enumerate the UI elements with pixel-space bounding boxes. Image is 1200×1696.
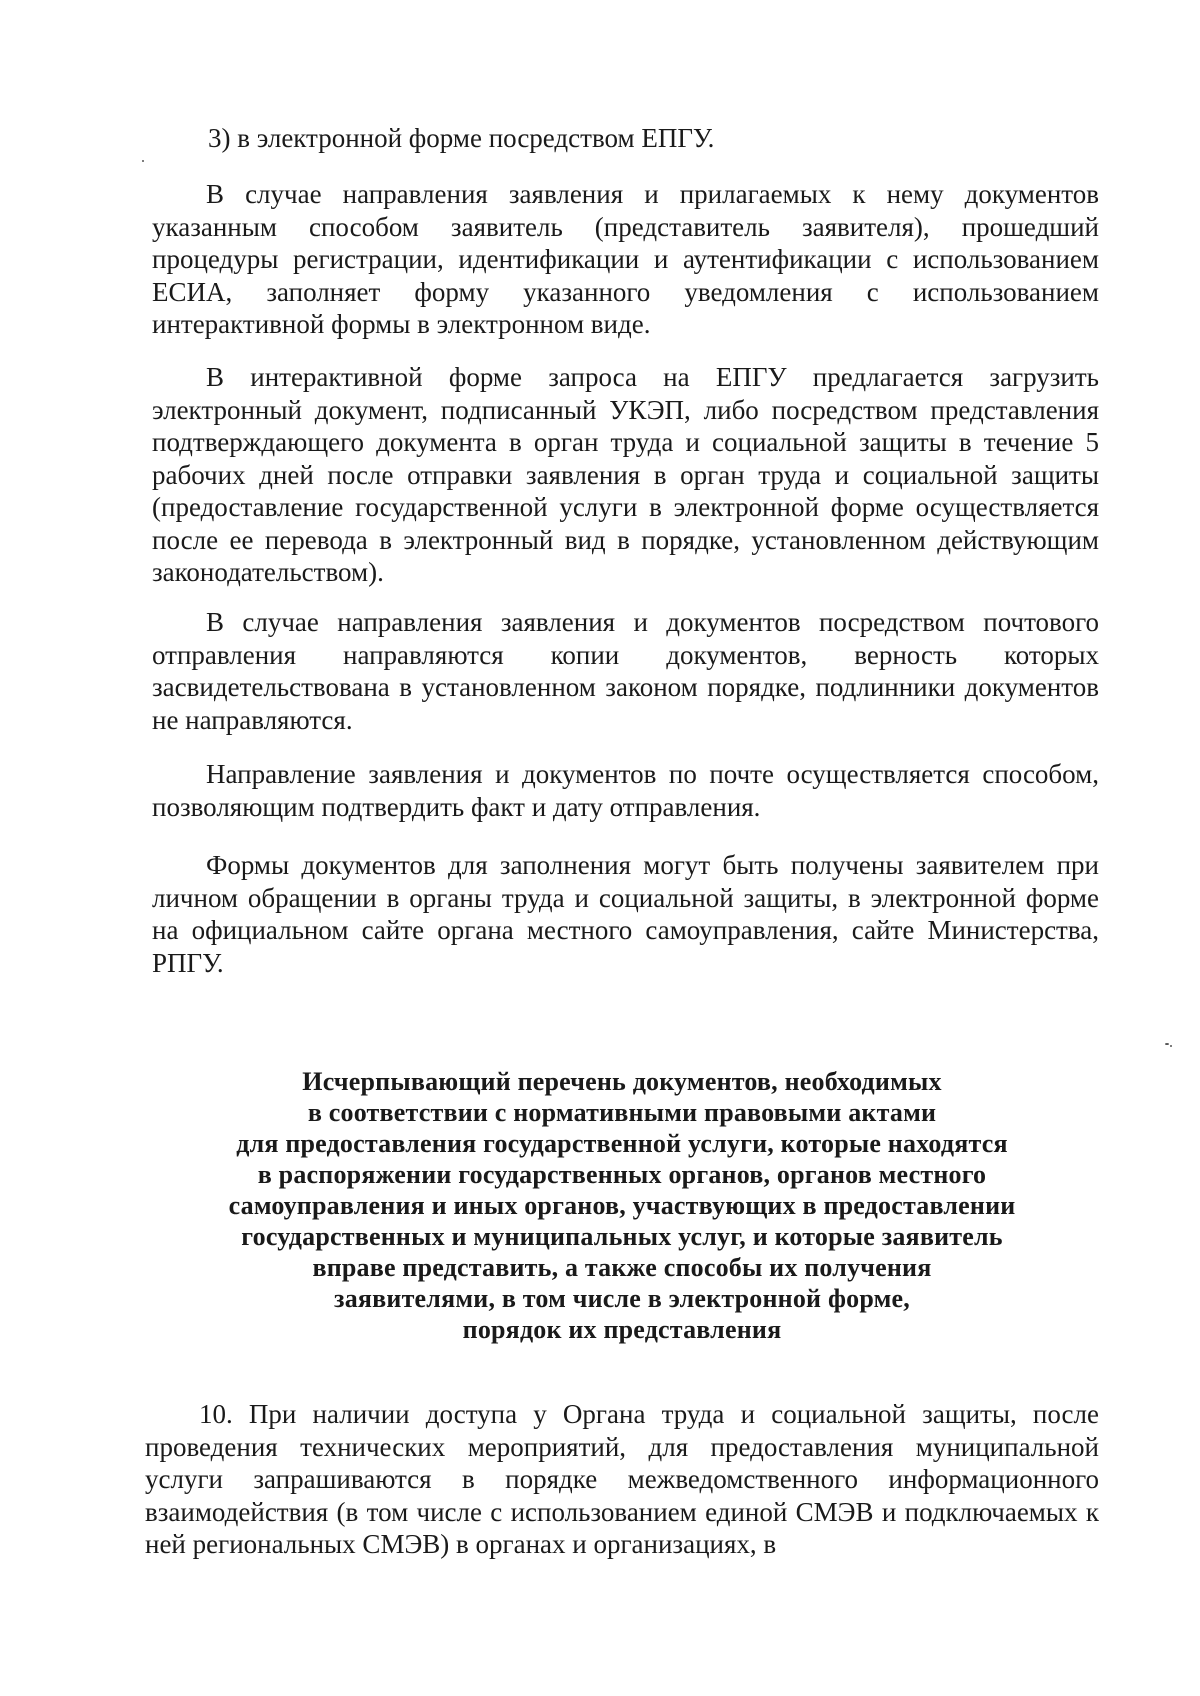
paragraph-postal-confirm: Направление заявления и документов по почте осуществляется способом, позволяющим подтвердить факт и дату отправления.: [152, 759, 1099, 822]
paragraph-postal: В случае направления заявления и документов посредством почтового отправления направляются копии документов, верность которых засвидетельствована в установленном законом порядке, подлинники документов не направляются.: [152, 607, 1099, 735]
section-heading-line: в распоряжении государственных органов, органов местного: [257, 1160, 987, 1189]
paragraph-item-10: 10. При наличии доступа у Органа труда и социальной защиты, после проведения технических мероприятий, для предоставления муниципальной услуги запрашиваются в порядке межведомственного информационного взаимодействия (в том числе с использованием единой СМЭВ и подключаемых к ней региональных СМЭВ) в органах и организациях, в: [145, 1399, 1099, 1559]
paragraph-forms: Формы документов для заполнения могут быть получены заявителем при личном обращении в органы труда и социальной защиты, в электронной форме на официальном сайте органа местного самоуправления, сайте Министерства, РПГУ.: [152, 850, 1099, 978]
section-heading-line: государственных и муниципальных услуг, и которые заявитель: [241, 1222, 1003, 1251]
section-heading-line: для предоставления государственной услуги, которые находятся: [236, 1129, 1008, 1158]
section-heading-line: порядок их представления: [462, 1315, 782, 1344]
section-heading-line: Исчерпывающий перечень документов, необходимых: [302, 1067, 942, 1096]
section-heading-line: заявителями, в том числе в электронной форме,: [334, 1284, 910, 1313]
scan-speck: [1170, 1045, 1172, 1047]
section-heading-line: вправе представить, а также способы их получения: [312, 1253, 932, 1282]
section-heading: [145, 1066, 1099, 1345]
section-heading-line: в соответствии с нормативными правовыми актами: [307, 1098, 937, 1127]
paragraph-item-3: 3) в электронной форме посредством ЕПГУ.: [208, 123, 715, 153]
section-heading-line: самоуправления и иных органов, участвующих в предоставлении: [228, 1191, 1016, 1220]
paragraph-epgu-method: В случае направления заявления и прилагаемых к нему документов указанным способом заявитель (представитель заявителя), прошедший процедуры регистрации, идентификации и аутентификации с использованием ЕСИА, заполняет форму указанного уведомления с использованием интерактивной формы в электронном виде.: [152, 179, 1099, 339]
scan-speck: [1165, 1043, 1169, 1045]
paragraph-interactive-form: В интерактивной форме запроса на ЕПГУ предлагается загрузить электронный документ, подписанный УКЭП, либо посредством представления подтверждающего документа в орган труда и социальной защиты в течение 5 рабочих дней после отправки заявления в орган труда и социальной защиты (предоставление государственной услуги в электронной форме осуществляется после ее перевода в электронный вид в порядке, установленном действующим законодательством).: [152, 362, 1099, 587]
scan-speck: [142, 160, 144, 162]
